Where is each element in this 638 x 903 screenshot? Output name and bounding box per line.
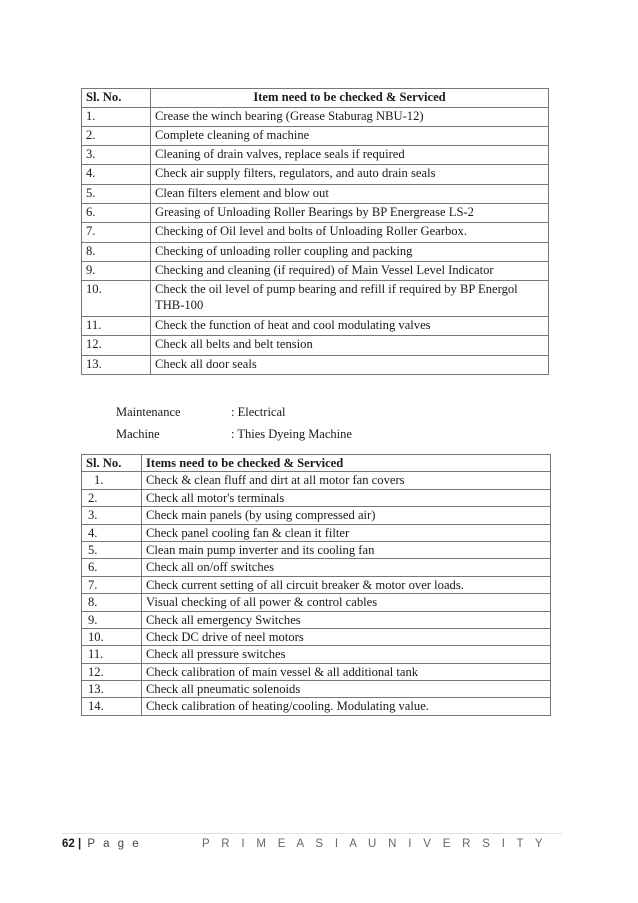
row-serial: 4. [82, 165, 151, 184]
row-serial: 2. [82, 489, 142, 506]
row-item: Cleaning of drain valves, replace seals if required [151, 146, 549, 165]
header-item: Item need to be checked & Serviced [151, 89, 549, 108]
table-row [82, 663, 551, 680]
row-item: Check DC drive of neel motors [142, 628, 551, 645]
row-item: Check all pneumatic solenoids [142, 681, 551, 698]
page-number: 62 [62, 838, 75, 850]
table-row [82, 355, 549, 374]
table-row [82, 576, 551, 593]
row-item: Greasing of Unloading Roller Bearings by BP Energrease LS-2 [151, 203, 549, 222]
row-item: Check all on/off switches [142, 559, 551, 576]
table-row [82, 107, 549, 126]
service-table-mechanical [81, 88, 549, 375]
row-serial: 6. [82, 559, 142, 576]
table-row [82, 317, 549, 336]
table-row [82, 223, 549, 242]
row-item: Checking and cleaning (if required) of Main Vessel Level Indicator [151, 261, 549, 280]
row-serial: 11. [82, 646, 142, 663]
row-serial: 7. [82, 576, 142, 593]
row-item: Check the function of heat and cool modulating valves [151, 317, 549, 336]
page-word: P a g e [87, 838, 142, 850]
row-serial: 4. [82, 524, 142, 541]
header-sl-no: Sl. No. [82, 89, 151, 108]
maintenance-label: Maintenance [116, 405, 181, 419]
row-serial: 12. [82, 336, 151, 355]
header-sl-no: Sl. No. [82, 455, 142, 472]
row-serial: 11. [82, 317, 151, 336]
row-item: Check air supply filters, regulators, and auto drain seals [151, 165, 549, 184]
table-row [82, 184, 549, 203]
row-serial: 8. [82, 242, 151, 261]
table-row [82, 165, 549, 184]
table-row [82, 126, 549, 145]
row-item: Clean filters element and blow out [151, 184, 549, 203]
row-item: Check the oil level of pump bearing and refill if required by BP Energol THB-100 [151, 281, 549, 317]
machine-label: Machine [116, 427, 160, 441]
row-serial: 13. [82, 355, 151, 374]
row-serial: 5. [82, 184, 151, 203]
header-item: Items need to be checked & Serviced [142, 455, 551, 472]
row-item: Complete cleaning of machine [151, 126, 549, 145]
table-row [82, 681, 551, 698]
page-footer [62, 838, 562, 850]
row-serial: 10. [82, 628, 142, 645]
row-item: Visual checking of all power & control cables [142, 594, 551, 611]
row-item: Check main panels (by using compressed air) [142, 507, 551, 524]
table-header-row [82, 89, 549, 108]
table-row [82, 281, 549, 317]
row-item: Check all door seals [151, 355, 549, 374]
row-item: Check current setting of all circuit breaker & motor over loads. [142, 576, 551, 593]
table-row [82, 472, 551, 489]
row-item: Check calibration of heating/cooling. Modulating value. [142, 698, 551, 715]
table-row [82, 146, 549, 165]
row-item: Crease the winch bearing (Grease Staburag NBU-12) [151, 107, 549, 126]
row-serial: 7. [82, 223, 151, 242]
table-row [82, 559, 551, 576]
row-serial: 14. [82, 698, 142, 715]
row-item: Check all belts and belt tension [151, 336, 549, 355]
table-row [82, 261, 549, 280]
row-serial: 1. [82, 107, 151, 126]
row-item: Check all pressure switches [142, 646, 551, 663]
table-row [82, 646, 551, 663]
row-serial: 1. [82, 472, 142, 489]
maintenance-line [116, 405, 285, 420]
row-serial: 3. [82, 507, 142, 524]
row-serial: 5. [82, 541, 142, 558]
row-serial: 8. [82, 594, 142, 611]
row-serial: 13. [82, 681, 142, 698]
footer-divider [62, 833, 562, 834]
row-item: Checking of Oil level and bolts of Unloading Roller Gearbox. [151, 223, 549, 242]
row-serial: 12. [82, 663, 142, 680]
table-header-row [82, 455, 551, 472]
row-serial: 6. [82, 203, 151, 222]
row-item: Check & clean fluff and dirt at all motor fan covers [142, 472, 551, 489]
table-row [82, 524, 551, 541]
row-item: Checking of unloading roller coupling and packing [151, 242, 549, 261]
table-row [82, 242, 549, 261]
row-item: Check panel cooling fan & clean it filter [142, 524, 551, 541]
machine-line [116, 427, 352, 442]
row-serial: 2. [82, 126, 151, 145]
row-serial: 9. [82, 611, 142, 628]
service-table-electrical [81, 454, 551, 716]
table-row [82, 611, 551, 628]
machine-value: : Thies Dyeing Machine [231, 427, 352, 441]
table-row [82, 507, 551, 524]
row-item: Check all emergency Switches [142, 611, 551, 628]
row-item: Check calibration of main vessel & all additional tank [142, 663, 551, 680]
row-item: Clean main pump inverter and its cooling fan [142, 541, 551, 558]
table-row [82, 594, 551, 611]
table-row [82, 628, 551, 645]
table-row [82, 541, 551, 558]
table-row [82, 698, 551, 715]
maintenance-value: : Electrical [231, 405, 286, 419]
table-row [82, 336, 549, 355]
row-serial: 9. [82, 261, 151, 280]
university-name: P R I M E A S I A U N I V E R S I T Y [202, 838, 547, 850]
row-serial: 3. [82, 146, 151, 165]
table-row [82, 203, 549, 222]
row-serial: 10. [82, 281, 151, 317]
table-row [82, 489, 551, 506]
footer-separator: | [78, 838, 82, 850]
row-item: Check all motor's terminals [142, 489, 551, 506]
